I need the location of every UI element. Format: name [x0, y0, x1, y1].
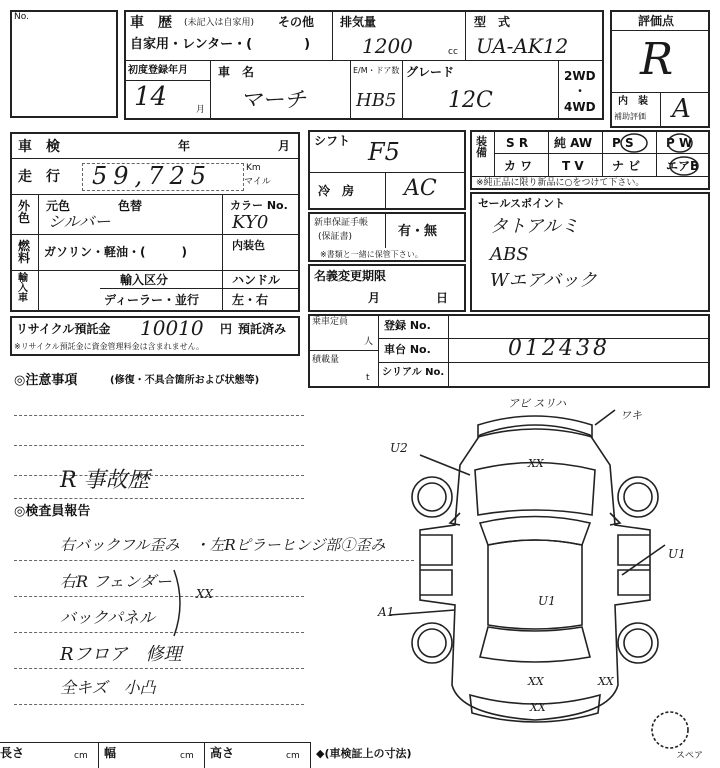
car-name-value: マーチ: [240, 88, 307, 113]
spec-line-1: [10, 158, 300, 159]
header-divider-v6: [558, 60, 559, 120]
notes-line-2: [14, 445, 304, 446]
notes-label: ◎注意事項: [14, 373, 78, 388]
equipment-side-label: 装備: [476, 135, 487, 159]
rating-value: R: [640, 34, 674, 85]
car-name-label: 車 名: [218, 65, 255, 79]
first-registration-month-unit: 月: [196, 105, 206, 115]
load-unit: t: [366, 373, 370, 383]
footer-height-label: 高さ: [210, 746, 235, 760]
ac-divider: [385, 172, 386, 210]
recycle-label: リサイクル預託金: [16, 322, 111, 336]
diagram-a1-mark: A1: [378, 605, 395, 619]
rating-label: 評価点: [638, 14, 675, 28]
footer-length-label: 長さ: [0, 746, 25, 760]
registration-col: [378, 314, 379, 388]
inspector-xx-mark: XX: [196, 587, 214, 601]
inspector-line-2: [14, 596, 304, 597]
inspection-month-unit: 月: [278, 139, 291, 153]
displacement-label: 排気量: [340, 15, 377, 29]
recycle-value: 10010: [140, 316, 204, 340]
manual-options: 有・無: [398, 224, 438, 239]
ac-value: AC: [404, 176, 437, 201]
capacity-divider: [308, 350, 378, 351]
diagram-xx-rear-3: XX: [598, 675, 614, 688]
history-other-label: その他: [278, 15, 315, 29]
inspector-bracket: [170, 568, 190, 638]
diagram-u1-center-mark: U1: [538, 594, 556, 608]
drive-4wd: 4WD: [564, 100, 596, 114]
history-label: 車 歴: [130, 15, 172, 31]
grade-value: 12C: [448, 88, 493, 113]
interior-divider: [660, 92, 661, 128]
first-registration-label: 初度登録年月: [128, 65, 188, 76]
header-divider-h2: [124, 80, 210, 81]
registration-no-label: 登録 No.: [384, 319, 431, 332]
diagram-top-note-2: ワキ: [620, 409, 642, 422]
model-label: 型 式: [474, 15, 511, 29]
handle-label: ハンドル: [232, 273, 281, 287]
diagram-xx-front: XX: [528, 457, 544, 470]
registration-col-2: [448, 314, 449, 388]
registration-row-2: [378, 362, 710, 363]
footer-length-unit: cm: [74, 751, 88, 761]
equipment-navi: ナ ビ: [612, 159, 641, 173]
color-code-value: KY0: [232, 212, 269, 233]
spec-line-3: [10, 234, 300, 235]
inspector-line-5-text: 全キズ 小凸: [60, 678, 156, 697]
header-divider-v5: [402, 60, 403, 120]
grade-label: グレード: [406, 65, 455, 79]
displacement-value: 1200: [362, 34, 413, 58]
header-divider-v4: [350, 60, 351, 120]
fuel-side-label: 燃料: [18, 239, 31, 265]
import-side-label: 輸入車: [18, 273, 28, 304]
interior-label: 内 装: [618, 96, 648, 107]
spec-side-col: [38, 194, 39, 312]
manual-label-sub: (保証書): [318, 232, 353, 242]
inspection-label: 車 検: [18, 139, 60, 155]
name-change-month: 月: [368, 291, 381, 305]
shift-divider: [308, 172, 466, 173]
doors-label: E/M・ドア数: [353, 66, 400, 75]
sales-point-1: タトアルミ: [490, 216, 579, 237]
equipment-sr: S R: [506, 136, 529, 150]
spec-line-4: [10, 270, 300, 271]
color-change-label: 色替: [118, 199, 143, 213]
diagram-top-note: アビ スリハ: [508, 397, 567, 410]
inspector-label: ◎検査員報告: [14, 504, 91, 519]
sales-point-2: ABS: [490, 244, 529, 265]
header-divider-h: [124, 60, 604, 61]
notes-line-4: [14, 498, 304, 499]
spec-line-2: [10, 194, 300, 195]
mileage-label: 走 行: [18, 169, 60, 185]
recycle-note: ※リサイクル預託金に資金管理料金は含まれません。: [14, 342, 205, 351]
manual-divider: [385, 212, 386, 248]
capacity-label: 乗車定員: [312, 317, 349, 327]
color-value: シルバー: [48, 212, 111, 231]
equipment-note: ※純正品に限り新品に○をつけて下さい。: [476, 178, 645, 188]
doors-value: HB5: [356, 90, 397, 111]
notes-sub-label: (修復・不具合箇所および状態等): [110, 375, 260, 386]
footer-top-line: [0, 742, 310, 743]
handle-options: 左・右: [232, 293, 269, 307]
drive-separator: ・: [574, 84, 587, 98]
import-label: 輸入区分: [120, 273, 169, 287]
inspector-line-2-text: 右R フェンダー: [60, 572, 172, 591]
chassis-no-label: 車台 No.: [384, 343, 431, 356]
notes-line-3: [14, 475, 304, 476]
mileage-km-unit: Km: [246, 163, 261, 173]
equipment-pw: P W: [666, 136, 693, 150]
diagram-xx-rear-1: XX: [528, 675, 544, 688]
equipment-note-divider: [470, 176, 710, 177]
inspector-line-1: [14, 560, 414, 561]
footer-height-unit: cm: [286, 751, 300, 761]
equipment-genuine-aw: 純 AW: [554, 136, 593, 150]
equipment-ps: P S: [612, 136, 634, 150]
ac-label: 冷 房: [318, 184, 355, 198]
drive-2wd: 2WD: [564, 69, 596, 83]
number-label: No.: [14, 12, 29, 22]
header-divider-v3: [210, 60, 211, 120]
history-options: 自家用・レンター・( ): [130, 37, 311, 52]
interior-color-label: 内装色: [232, 239, 265, 252]
rating-divider: [610, 30, 710, 31]
inspector-line-3: [14, 632, 304, 633]
recycle-unit: 円: [220, 322, 233, 336]
footer-width-label: 幅: [104, 746, 117, 760]
first-registration-year: 14: [134, 82, 168, 112]
equipment-check-circles: [470, 130, 710, 176]
notes-line-1: [14, 415, 304, 416]
footer-note: ◆(車検証上の寸法): [316, 747, 412, 760]
equipment-leather: カ ワ: [504, 159, 533, 173]
equipment-airbag: エアB: [666, 159, 700, 173]
name-change-label: 名義変更期限: [314, 269, 387, 283]
footer-col-2: [204, 742, 205, 768]
inspector-line-5: [14, 704, 304, 705]
footer-col-3: [310, 742, 311, 768]
chassis-no-value: 012438: [508, 336, 610, 361]
manual-label: 新車保証手帳: [314, 218, 369, 228]
model-value: UA-AK12: [476, 34, 569, 58]
history-note: (未記入は自家用): [184, 18, 255, 28]
name-change-day: 日: [436, 291, 449, 305]
sales-label: セールスポイント: [478, 197, 566, 210]
shift-label: シフト: [314, 134, 351, 148]
spec-line-import: [100, 288, 300, 289]
mileage-value: 59,725: [92, 162, 212, 190]
spec-col-color: [222, 194, 223, 270]
header-divider-v1: [332, 10, 333, 60]
spec-col-handle: [222, 270, 223, 312]
load-label: 積載量: [312, 355, 340, 365]
inspector-line-3-text: バックパネル: [60, 608, 156, 627]
footer-width-unit: cm: [180, 751, 194, 761]
interior-value: A: [672, 94, 691, 124]
shift-value: F5: [368, 138, 400, 166]
footer-col-1: [98, 742, 99, 768]
mileage-mile-unit: マイル: [244, 177, 271, 187]
inspection-year-unit: 年: [178, 139, 191, 153]
manual-note: ※書類と一緒に保管下さい。: [320, 250, 423, 259]
number-box: [10, 10, 118, 118]
color-side-label: 外色: [18, 199, 31, 225]
serial-no-label: シリアル No.: [382, 367, 445, 378]
diagram-xx-rear-2: XX: [530, 701, 546, 714]
inspector-line-1-text: 右バックフル歪み ・左Rピラーヒンジ部①歪み: [60, 536, 386, 554]
equipment-tv: T V: [562, 159, 584, 173]
color-code-label: カラー No.: [230, 199, 288, 212]
header-divider-v2: [465, 10, 466, 60]
import-options: ディーラー・並行: [104, 293, 200, 307]
sales-point-3: Wエアバック: [490, 270, 598, 291]
diagram-spare-label: スペア: [676, 751, 704, 761]
inspector-line-4-text: Rフロア 修理: [60, 644, 182, 665]
fuel-options: ガソリン・軽油・( ): [44, 245, 187, 259]
notes-text: R 事故歴: [60, 468, 150, 493]
original-color-label: 元色: [46, 199, 71, 213]
diagram-u2-mark: U2: [390, 441, 408, 455]
interior-sub-label: 補助評価: [614, 112, 646, 121]
inspector-line-4: [14, 668, 304, 669]
recycle-status: 預託済み: [238, 322, 287, 336]
displacement-unit: cc: [448, 47, 458, 57]
diagram-u1-side-mark: U1: [668, 547, 686, 561]
capacity-unit: 人: [364, 337, 374, 347]
